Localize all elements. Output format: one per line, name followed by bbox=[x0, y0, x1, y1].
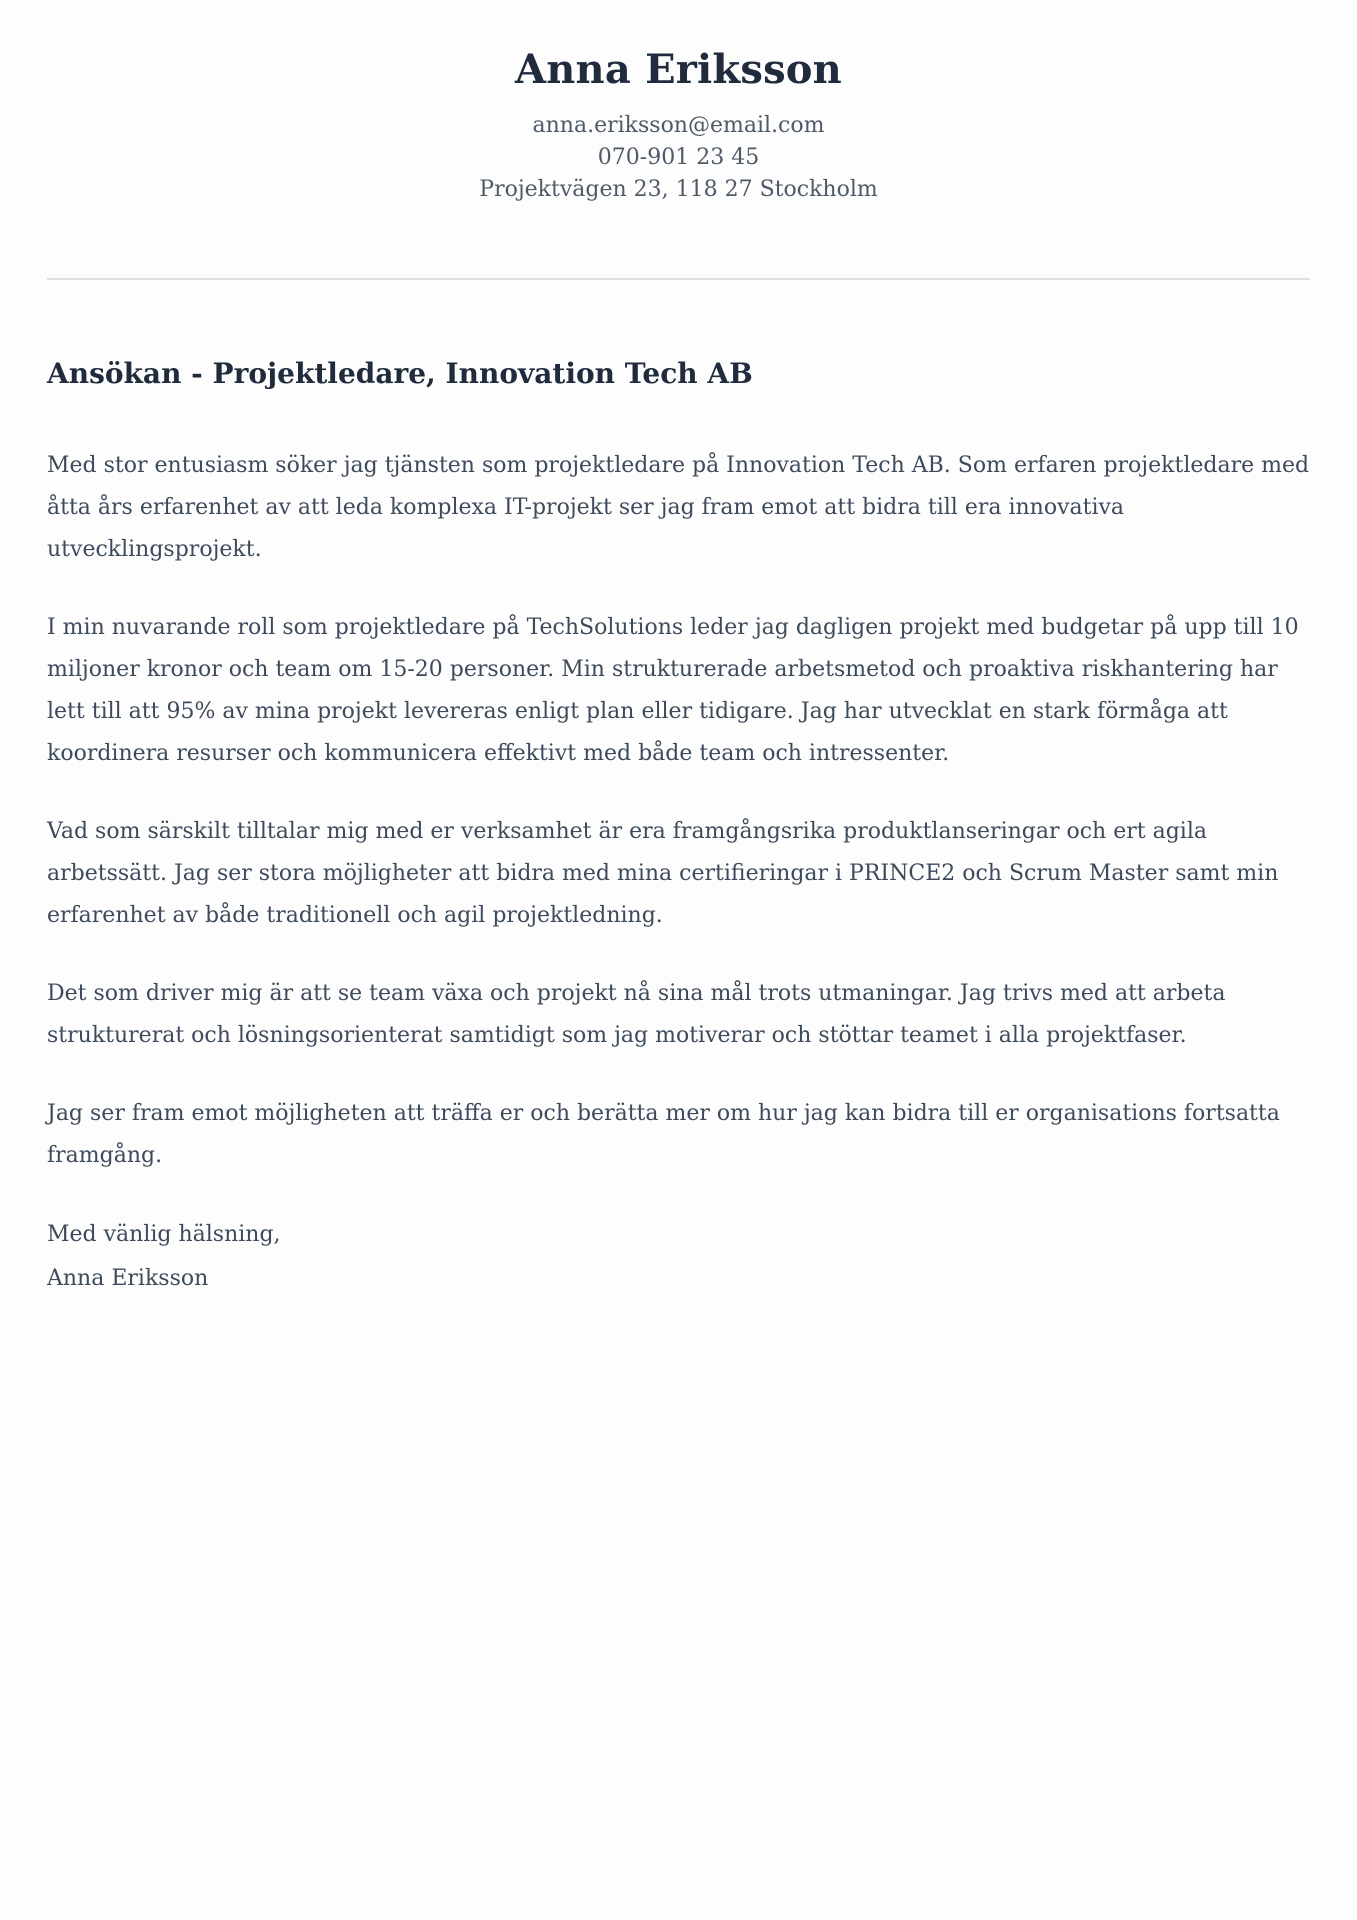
letter-subject: Ansökan - Projektledare, Innovation Tech AB bbox=[47, 357, 753, 390]
paragraph-motivation: Det som driver mig är att se team växa och projekt nå sina mål trots utmaningar. Jag trivs med att arbeta strukturerat och lösningsorienterat samtidigt som jag motiverar och stöttar teamet i alla projektfaser. bbox=[47, 981, 1226, 1048]
paragraph-company-fit: Vad som särskilt tilltalar mig med er verksamhet är era framgångsrika produktlanseringar och ert agila arbetssätt. Jag ser stora möjligheter att bidra med mina certifieringar i PRINCE2 och Scrum Master samt min erfarenhet av både traditionell och agil projektledning. bbox=[47, 819, 1279, 928]
closing-block bbox=[47, 1213, 1310, 1301]
letter-body bbox=[47, 445, 1310, 1301]
contact-address: Projektvägen 23, 118 27 Stockholm bbox=[479, 177, 878, 202]
letter-header bbox=[47, 46, 1310, 206]
contact-email: anna.eriksson@email.com bbox=[532, 113, 825, 138]
paragraph-intro: Med stor entusiasm söker jag tjänsten som projektledare på Innovation Tech AB. Som erfaren projektledare med åtta års erfarenhet av att leda komplexa IT-projekt ser jag fram emot att bidra till era innovativa utvecklingsprojekt. bbox=[47, 453, 1310, 562]
closing-salutation: Med vänlig hälsning, bbox=[47, 1222, 281, 1247]
contact-phone: 070-901 23 45 bbox=[597, 145, 760, 170]
applicant-name: Anna Eriksson bbox=[515, 46, 842, 93]
signature-name: Anna Eriksson bbox=[47, 1266, 209, 1291]
paragraph-call-to-action: Jag ser fram emot möjligheten att träffa er och berätta mer om hur jag kan bidra till er organisations fortsatta framgång. bbox=[47, 1101, 1280, 1168]
paragraph-current-role: I min nuvarande roll som projektledare på TechSolutions leder jag dagligen projekt med budgetar på upp till 10 miljoner kronor och team om 15-20 personer. Min strukturerade arbetsmetod och proaktiva riskhantering har lett till att 95% av mina projekt levereras enligt plan eller tidigare. Jag har utvecklat en stark förmåga att koordinera resurser och kommunicera effektivt med både team och intressenter. bbox=[47, 615, 1299, 766]
header-divider bbox=[47, 278, 1310, 280]
